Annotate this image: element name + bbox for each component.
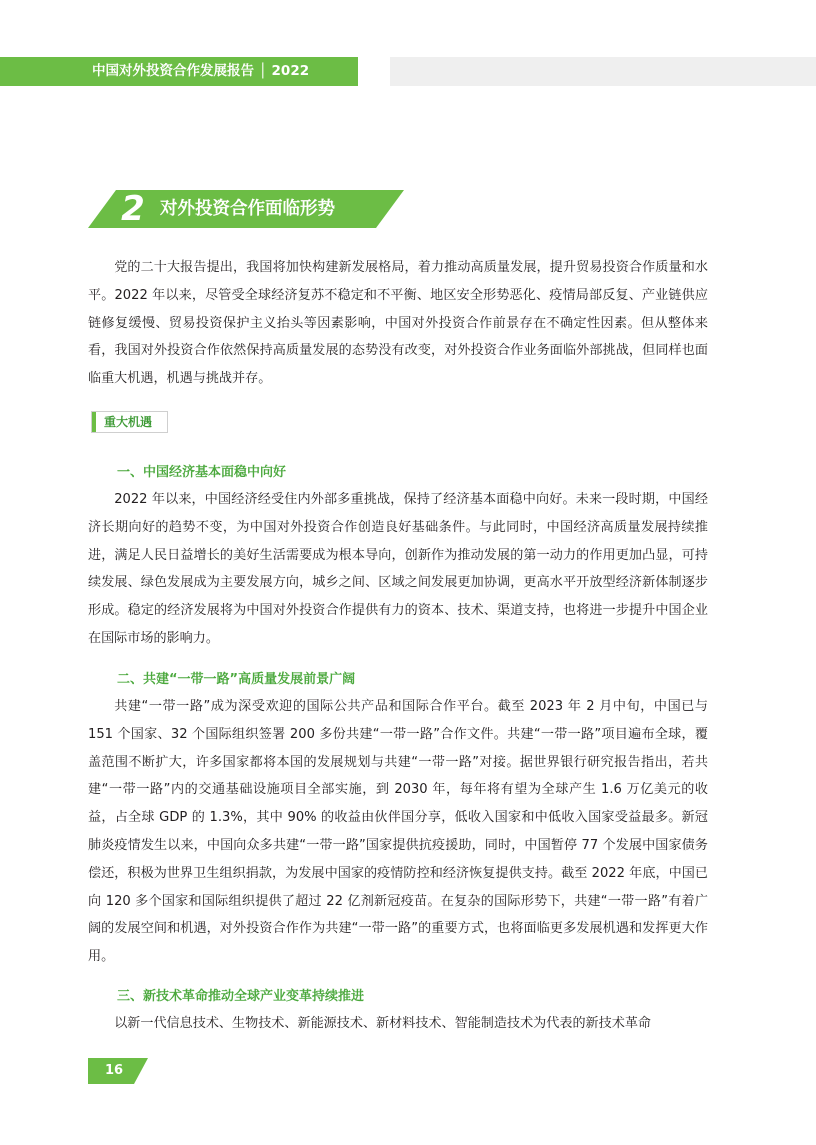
topic-tag bbox=[91, 411, 168, 433]
header-gray-band bbox=[390, 57, 816, 86]
report-title: 中国对外投资合作发展报告 │ 2022 bbox=[92, 63, 310, 79]
section-number: 2 bbox=[121, 189, 145, 229]
subsection-heading-2: 二、共建“一带一路”高质量发展前景广阔 bbox=[117, 672, 356, 687]
subsection-body-2: 共建“一带一路”成为深受欢迎的国际公共产品和国际合作平台。截至 2023 年 2 月中旬，中国已与 151 个国家、32 个国际组织签署 200 多份共建“一带一路”合作文件。共建“一带一路”项目遍布全球，覆盖范围不断扩大，许多国家都将本国的发展规划与共建“一带一路”对接。据世界银行研究报告指出，若共建“一带一路”内的交通基础设施项目全部实施，到 2030 年，每年将有望为全球产生 1.6 万亿美元的收益，占全球 GDP 的 1.3%，其中 90% 的收益由伙伴国分享，低收入国家和中低收入国家受益最多。新冠肺炎疫情发生以来，中国向众多共建“一带一路”国家提供抗疫援助，同时，中国暂停 77 个发展中国家债务偿还，积极为世界卫生组织捐款，为发展中国家的疫情防控和经济恢复提供支持。截至 2022 年底，中国已向 120 多个国家和国际组织提供了超过 22 亿剂新冠疫苗。在复杂的国际形势下，共建“一带一路”有着广阔的发展空间和机遇，对外投资合作作为共建“一带一路”的重要方式，也将面临更多发展机遇和发挥更大作用。 bbox=[88, 699, 708, 965]
page-number: 16 bbox=[104, 1063, 124, 1078]
intro-paragraph: 党的二十大报告提出，我国将加快构建新发展格局，着力推动高质量发展，提升贸易投资合作质量和水平。2022 年以来，尽管受全球经济复苏不稳定和不平衡、地区安全形势恶化、疫情局部反复、产业链供应链修复缓慢、贸易投资保护主义抬头等因素影响，中国对外投资合作前景存在不确定性因素。但从整体来看，我国对外投资合作依然保持高质量发展的态势没有改变，对外投资合作业务面临外部挑战，但同样也面临重大机遇，机遇与挑战并存。 bbox=[88, 260, 708, 387]
tag-label: 重大机遇 bbox=[104, 415, 153, 429]
subsection-body-3: 以新一代信息技术、生物技术、新能源技术、新材料技术、智能制造技术为代表的新技术革命 bbox=[114, 1016, 652, 1031]
section-title: 对外投资合作面临形势 bbox=[160, 199, 335, 219]
subsection-heading-1: 一、中国经济基本面稳中向好 bbox=[117, 465, 287, 480]
tag-accent-bar bbox=[92, 412, 96, 432]
subsection-heading-3: 三、新技术革命推动全球产业变革持续推进 bbox=[117, 989, 365, 1004]
subsection-body-1: 2022 年以来，中国经济经受住内外部多重挑战，保持了经济基本面稳中向好。未来一段时期，中国经济长期向好的趋势不变，为中国对外投资合作创造良好基础条件。与此同时，中国经济高质量发展持续推进，满足人民日益增长的美好生活需要成为根本导向，创新作为推动发展的第一动力的作用更加凸显，可持续发展、绿色发展成为主要发展方向，城乡之间、区域之间发展更加协调，更高水平开放型经济新体制逐步形成。稳定的经济发展将为中国对外投资合作提供有力的资本、技术、渠道支持，也将进一步提升中国企业在国际市场的影响力。 bbox=[88, 492, 708, 646]
